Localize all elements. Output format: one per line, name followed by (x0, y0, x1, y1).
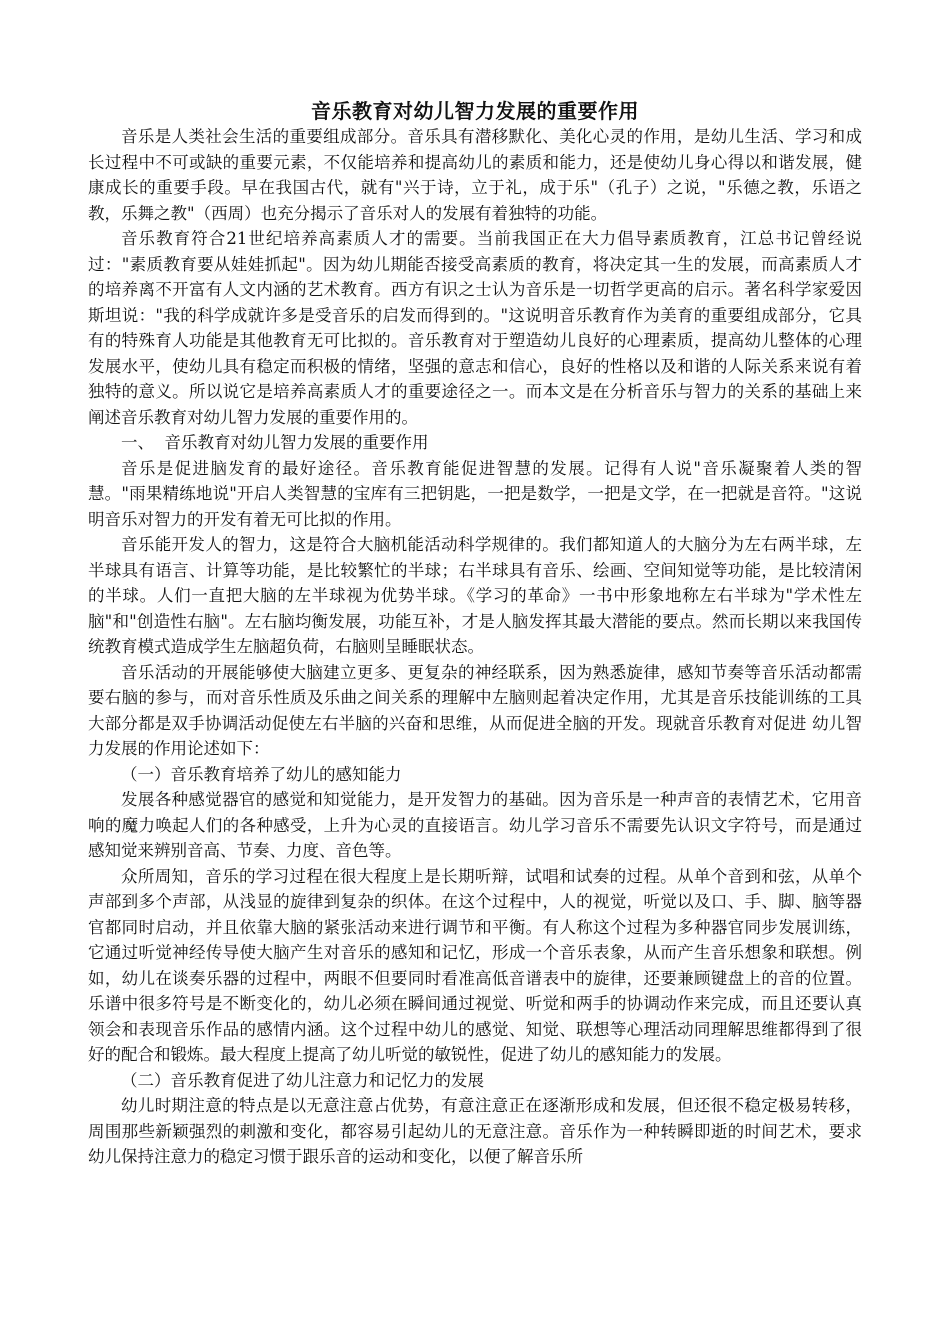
section-heading: 一、 音乐教育对幼儿智力发展的重要作用 (121, 433, 429, 452)
paragraph: 发展各种感觉器官的感觉和知觉能力，是开发智力的基础。因为音乐是一种声音的表情艺术，它用音响的魔力唤起人们的各种感受，上升为心灵的直接语言。幼儿学习音乐不需要先认识文字符号，而是通过感知觉来辨别音高、节奏、力度、音色等。 (88, 790, 862, 860)
paragraph: 音乐是人类社会生活的重要组成部分。音乐具有潜移默化、美化心灵的作用，是幼儿生活、学习和成长过程中不可或缺的重要元素，不仅能培养和提高幼儿的素质和能力，还是使幼儿身心得以和谐发展，健康成长的重要手段。早在我国古代，就有"兴于诗，立于礼，成于乐"（孔子）之说，"乐德之教，乐语之教，乐舞之教"（西周）也充分揭示了音乐对人的发展有着独特的功能。 (88, 127, 862, 223)
paragraph: 音乐活动的开展能够使大脑建立更多、更复杂的神经联系，因为熟悉旋律，感知节奏等音乐活动都需要右脑的参与，而对音乐性质及乐曲之间关系的理解中左脑则起着决定作用，尤其是音乐技能训练的工具大部分都是双手协调活动促使左右半脑的兴奋和思维，从而促进全脑的开发。现就音乐教育对促进 幼儿智力发展的作用论述如下： (88, 662, 862, 758)
subsection-heading: （二）音乐教育促进了幼儿注意力和记忆力的发展 (121, 1070, 484, 1090)
subsection-heading: （一）音乐教育培养了幼儿的感知能力 (121, 764, 402, 784)
paragraph: 音乐是促进脑发育的最好途径。音乐教育能促进智慧的发展。记得有人说"音乐凝聚着人类的智慧。"雨果精练地说"开启人类智慧的宝库有三把钥匙，一把是数学，一把是文学，在一把就是音符。"这说明音乐对智力的开发有着无可比拟的作用。 (88, 458, 862, 529)
document-page (88, 98, 862, 1170)
paragraph: 音乐能开发人的智力，这是符合大脑机能活动科学规律的。我们都知道人的大脑分为左右两半球，左半球具有语言、计算等功能，是比较繁忙的半球；右半球具有音乐、绘画、空间知觉等功能，是比较清闲的半球。人们一直把大脑的左半球视为优势半球。《学习的革命》一书中形象地称左右半球为"学术性左脑"和"创造性右脑"。左右脑均衡发展，功能互补，才是人脑发挥其最大潜能的要点。然而长期以来我国传统教育模式造成学生左脑超负荷，右脑则呈睡眠状态。 (88, 535, 862, 656)
paragraph: 幼儿时期注意的特点是以无意注意占优势，有意注意正在逐渐形成和发展，但还很不稳定极易转移，周围那些新颖强烈的刺激和变化，都容易引起幼儿的无意注意。音乐作为一种转瞬即逝的时间艺术，要求幼儿保持注意力的稳定习惯于跟乐音的运动和变化，以便了解音乐所 (88, 1096, 862, 1166)
paragraph: 众所周知，音乐的学习过程在很大程度上是长期听辩，试唱和试奏的过程。从单个音到和弦，从单个声部到多个声部，从浅显的旋律到复杂的织体。在这个过程中，人的视觉，听觉以及口、手、脚、脑等器官都同时启动，并且依靠大脑的紧张活动来进行调节和平衡。有人称这个过程为多种器官同步发展训练，它通过听觉神经传导使大脑产生对音乐的感知和记忆，形成一个音乐表象，从而产生音乐想象和联想。例如，幼儿在谈奏乐器的过程中，两眼不但要同时看准高低音谱表中的旋律，还要兼顾键盘上的音的位置。乐谱中很多符号是不断变化的，幼儿必须在瞬间通过视觉、听觉和两手的协调动作来完成，而且还要认真领会和表现音乐作品的感情内涵。这个过程中幼儿的感觉、知觉、联想等心理活动同理解思维都得到了很好的配合和锻炼。最大程度上提高了幼儿听觉的敏锐性，促进了幼儿的感知能力的发展。 (88, 866, 862, 1064)
document-title: 音乐教育对幼儿智力发展的重要作用 (311, 99, 639, 123)
paragraph: 音乐教育符合21世纪培养高素质人才的需要。当前我国正在大力倡导素质教育，江总书记曾经说过："素质教育要从娃娃抓起"。因为幼儿期能否接受高素质的教育，将决定其一生的发展，而高素质人才的培养离不开富有人文内涵的艺术教育。西方有识之士认为音乐是一切哲学更高的启示。著名科学家爱因斯坦说："我的科学成就许多是受音乐的启发而得到的。"这说明音乐教育作为美育的重要组成部分，它具有的特殊育人功能是其他教育无可比拟的。音乐教育对于塑造幼儿良好的心理素质，提高幼儿整体的心理发展水平，使幼儿具有稳定而积极的情绪，坚强的意志和信心，良好的性格以及和谐的人际关系来说有着独特的意义。所以说它是培养高素质人才的重要途径之一。而本文是在分析音乐与智力的关系的基础上来阐述音乐教育对幼儿智力发展的重要作用的。 (88, 229, 862, 427)
